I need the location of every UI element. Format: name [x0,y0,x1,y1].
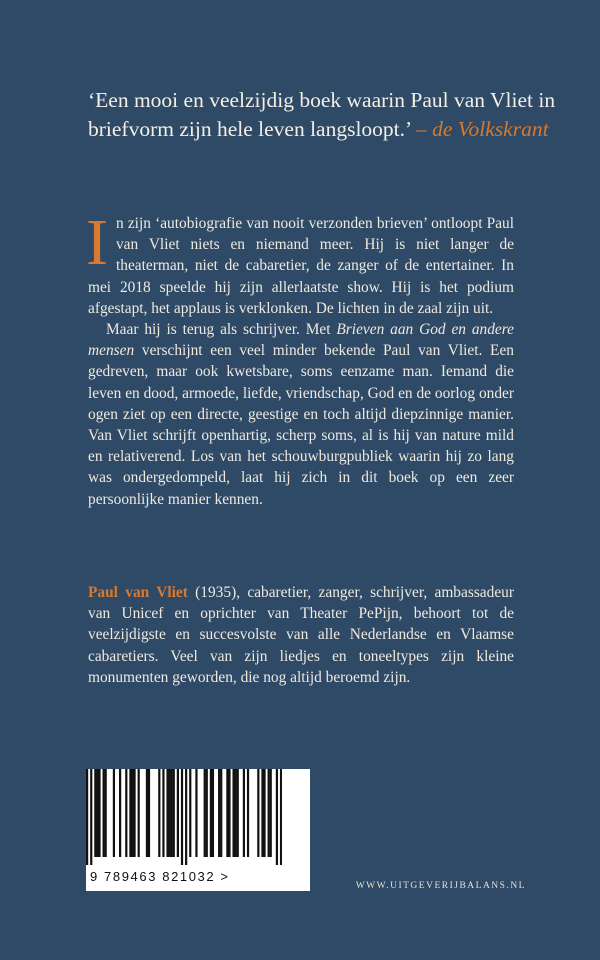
barcode-bar [86,769,88,865]
author-bio [88,582,514,688]
quote-source: – de Volkskrant [415,117,549,141]
barcode-bar [276,769,278,865]
book-title: Brieven aan God en andere mensen [88,321,515,360]
author-name: Paul van Vliet [88,584,188,601]
barcode-bar [129,769,131,857]
barcode-bar [268,769,270,857]
barcode-bar [138,769,140,857]
barcode-bar [166,769,168,857]
barcode-bar [204,769,206,857]
barcode-bar [263,769,265,857]
barcode-bar [210,769,212,857]
barcode-bar [177,769,179,857]
barcode-bar [94,769,96,857]
barcode-bar [220,769,222,857]
blurb-paragraph-1 [86,206,514,319]
barcode-bar [158,769,160,857]
barcode-bar [189,769,191,857]
barcode-bar [212,769,214,857]
barcode-bar [195,769,197,857]
barcode-bar [247,769,249,857]
barcode-bar [226,769,228,857]
barcode-bar [171,769,173,857]
author-bio-text: (1935), cabaretier, zanger, schrijver, ambassadeur van Unicef en oprichter van Theater PePijn, behoort tot de veelzijdigste en succesvolste van alle Nederlandse en Vlaamse cabaretiers. Veel van zijn liedjes en toneeltypes zijn kleine monumenten geworden, die nog altijd beroemd zijn. [88,584,514,686]
blurb-paragraph-2-lead: Maar hij is terug als schrijver. Met [106,321,337,339]
barcode-bar [169,769,171,857]
barcode-bar [105,769,107,857]
barcode-bar [257,769,259,857]
barcode-bar [148,769,150,857]
barcode-bar [113,769,115,857]
barcode-bar [206,769,208,857]
blurb-paragraph-2 [88,319,514,510]
barcode-bar [185,769,187,865]
barcode-bar [131,769,133,857]
barcode-bar [261,769,263,857]
barcode-bar [235,769,237,857]
review-quote [88,86,568,144]
barcode-bar [237,769,239,857]
barcode-bar [228,769,230,857]
quote-text: ‘Een mooi en veelzijdig boek waarin Paul van Vliet in briefvorm zijn hele leven langsloopt.’ [88,88,556,141]
barcode-bar [243,769,245,857]
barcode-bar [270,769,272,857]
publisher-website: WWW.UITGEVERIJBALANS.NL [355,881,526,891]
isbn-barcode [86,769,310,891]
barcode-bar [218,769,220,857]
barcode-bar [90,769,92,865]
barcode-bar [98,769,100,857]
barcode-bar [173,769,175,857]
barcode-bar [96,769,98,857]
barcode-bar [103,769,105,857]
barcode-bar [133,769,135,857]
blurb-paragraph-2-rest: verschijnt een veel minder bekende Paul van Vliet. Een gedreven, maar ook kwetsbare, soms eenzame man. Iemand die leven en dood, armoede, liefde, vriendschap, God en de oorlog onder ogen ziet op een directe, geestige en toch altijd diepzinnige manier. Van Vliet schrijft openhartig, scherp soms, al is hij van nature mild en relativerend. Los van het schouwburgpubliek waarin hij zo lang was ondergedompeld, laat hij zich in dit boek op een zeer persoonlijke manier kennen. [88,342,514,508]
barcode-bar [146,769,148,857]
barcode-bars [86,769,282,865]
drop-cap: I [86,206,108,279]
barcode-bar [280,769,282,865]
barcode-bar [162,769,164,857]
blurb-paragraph-1-text: n zijn ‘autobiografie van nooit verzonden brieven’ ontloopt Paul van Vliet niets en niemand meer. Hij is niet langer de theaterman, niet de cabaretier, de zanger of de entertainer. In mei 2018 speelde hij zijn allerlaatste show. Hij is het podium afgestapt, het applaus is verklonken. De lichten in de zaal zijn uit. [88,215,514,317]
barcode-bar [125,769,127,857]
barcode-bar [119,769,121,857]
book-blurb [86,206,515,510]
isbn-digits: 9 789463 821032 > [90,869,230,884]
barcode-bar [181,769,183,865]
barcode-bar [232,769,234,857]
